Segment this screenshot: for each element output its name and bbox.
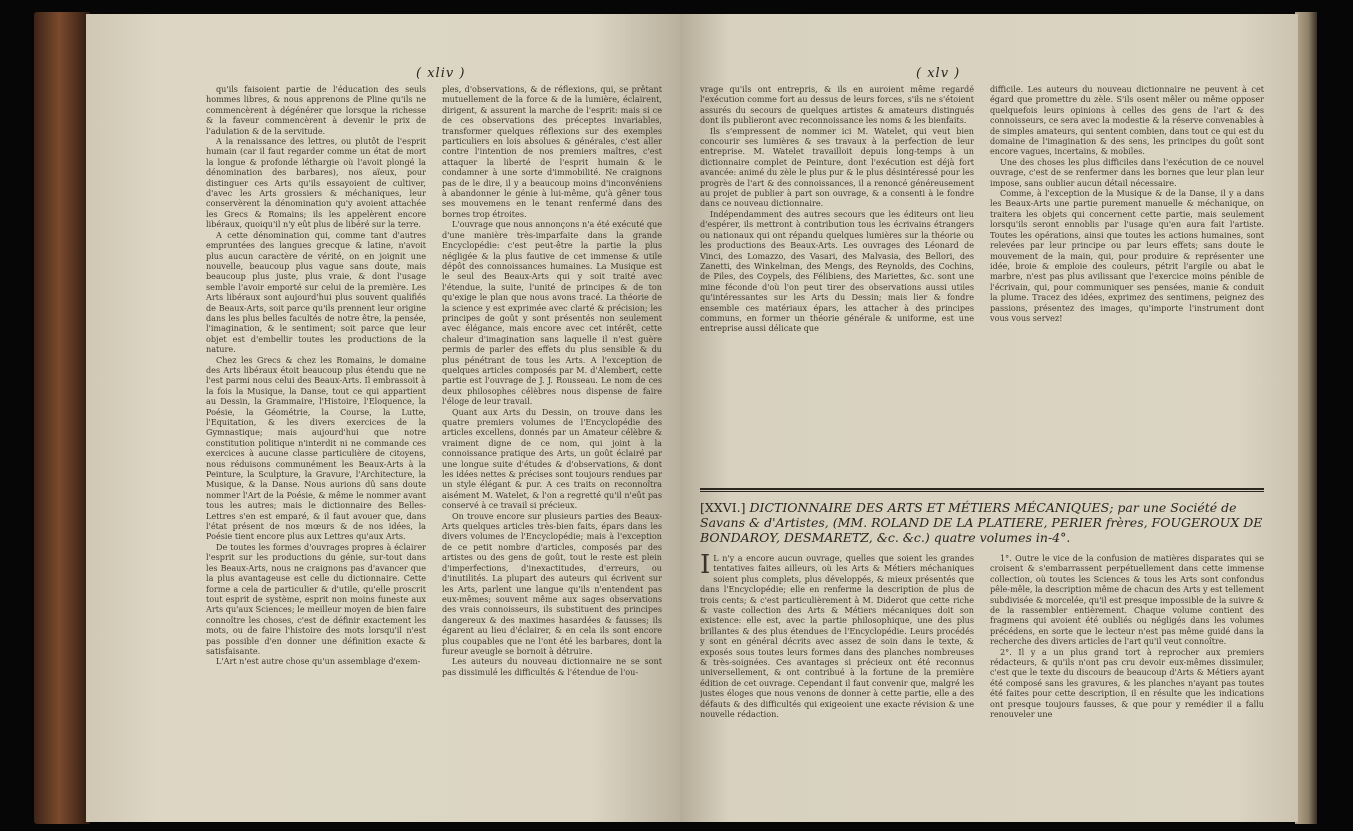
left-page-column-1 <box>206 84 426 677</box>
drop-cap: I <box>700 553 711 580</box>
paragraph: L'Art n'est autre chose qu'un assemblage d'exem- <box>216 656 421 667</box>
paragraph: Les auteurs du nouveau dictionnaire ne se sont pas dissimulé les difficultés & l'étendue de l'ou- <box>442 656 662 677</box>
paragraph: difficile. Les auteurs du nouveau dictionnaire ne peuvent à cet égard que promettre du zèle. S'ils osent mêler ou même opposer quelquefois leurs opinions à celles des gens de l'art & des connoisseurs, ce sera avec la modestie & la réserve convenables à de simples amateurs, qui sentent combien, dans tout ce qui est du domaine de l'imagination & des sens, les principes du goût sont encore vagues, incertains, & mobiles. <box>990 84 1264 157</box>
paragraph: Ils s'empressent de nommer ici M. Watelet, qui veut bien concourir ses lumières & ses travaux à la perfection de leur entreprise. M. Watelet travailloit depuis long-temps à un dictionnaire complet de Peinture, dont l'exécution est déjà fort avancée: animé du zèle le plus pur & le plus désintéressé pour les progrès de l'art & des connoissances, il a renoncé généreusement au projet de publier à part son ouvrage, & a consenti à le fondre dans ce nouveau dictionnaire. <box>700 125 974 209</box>
paragraph: qu'ils faisoient partie de l'éducation des seuls hommes libres, & nous apprenons de Pline qu'ils ne commencèrent à dégénérer que lorsque la richesse & la faveur commencèrent à devenir le prix de l'adulation & de la servitude. <box>206 84 426 136</box>
left-page-column-2 <box>442 84 662 677</box>
paragraph: vrage qu'ils ont entrepris, & ils en auroient même regardé l'exécution comme fort au dessus de leurs forces, s'ils ne s'étoient assurés du secours de quelques artistes & amateurs distingués dont ils publieront avec reconnoissance les noms & les bienfaits. <box>700 84 974 126</box>
article-heading <box>700 500 1264 545</box>
page-number-left: ( xliv ) <box>416 66 466 81</box>
article-column-2 <box>990 553 1264 720</box>
book-edge-right <box>1295 12 1317 824</box>
paragraph: L'ouvrage que nous annonçons n'a été exécuté que d'une manière très-imparfaite dans la grande Encyclopédie: c'est peut-être la partie la plus négligée & la plus fautive de cet immense & utile dépôt des connoissances humaines. La Musique est le seul des Beaux-Arts qui y soit traité avec l'étendue, la suite, l'unité de principes & de ton qu'exige le plan que nous avons tracé. La théorie de la science y est exprimée avec clarté & précision; les principes de goût y sont présentés non seulement avec élégance, mais encore avec cet intérêt, cette chaleur d'imagination sans laquelle il n'est guère permis de parler des effets du plus sensible & du plus pénétrant de tous les Arts. A l'exception de quelques articles composés par M. d'Alembert, cette partie est l'ouvrage de J. J. Rousseau. Le nom de ces deux philosophes célèbres nous dispense de faire l'éloge de leur travail. <box>442 219 662 407</box>
left-page <box>86 14 680 822</box>
right-page-column-1 <box>700 84 974 482</box>
paragraph <box>700 553 974 720</box>
article-text: L n'y a encore aucun ouvrage, quelles que soient les grandes tentatives faites ailleurs, où les Arts & Métiers méchaniques soient plus complets, plus développés, & mieux présentés que dans l'Encyclopédie; elle en renferme la description de plus de trois cents; & c'est particulièrement à M. Diderot que cette riche & vaste collection des Arts & Métiers mécaniques doit son existence: elle est, avec la partie philosophique, une des plus brillantes & des plus étendues de l'Encyclopédie. Leurs procédés y sont en général décrits avec assez de soin dans le texte, & exposés sous toutes leurs formes dans des planches nombreuses & très-soignées. Ces avantages si précieux ont été reconnus universellement, & ont contribué à la fortune de la première édition de cet ouvrage. Cependant il faut convenir que, malgré les justes éloges que nous venons de donner à cette partie, elle a des défauts & des difficultés qui exigeoient une exacte révision & une nouvelle rédaction. <box>700 553 974 720</box>
paragraph: A cette dénomination qui, comme tant d'autres empruntées des langues grecque & latine, n'avoit plus aucun caractère de vérité, on en joignit une nouvelle, beaucoup plus vague sans doute, mais beaucoup plus juste, plus vraie, & dont l'usage semble l'avoir emporté sur celui de la première. Les Arts libéraux sont aujourd'hui plus souvent qualifiés de Beaux-Arts, soit parce qu'ils prennent leur origine dans les plus belles facultés de notre être, la pensée, l'imagination, & le sentiment; soit parce que leur objet est d'embellir toutes les productions de la nature. <box>206 229 426 355</box>
right-page <box>680 14 1298 822</box>
paragraph: Quant aux Arts du Dessin, on trouve dans les quatre premiers volumes de l'Encyclopédie des articles excellens, donnés par un Amateur célèbre & vraiment digne de ce nom, qui joint à la connoissance pratique des Arts, un goût éclairé par une longue suite d'études & d'observations, & dont les idées nettes & précises sont toujours rendues par un style élégant & pur. A ces traits on reconnoîtra aisément M. Watelet, & l'on a regretté qu'il n'eût pas conservé à ce travail si précieux. <box>442 406 662 511</box>
paragraph: Chez les Grecs & chez les Romains, le domaine des Arts libéraux étoit beaucoup plus étendu que ne l'est parmi nous celui des Beaux-Arts. Il embrassoit à la fois la Musique, la Danse, tout ce qui appartient au Dessin, la Grammaire, l'Histoire, l'Eloquence, la Poésie, la Géométrie, la Course, la Lutte, l'Equitation, & les divers exercices de la Gymnastique; mais aujourd'hui que notre constitution politique n'interdit ni ne commande ces exercices à aucune classe particulière de citoyens, nous réduisons communément les Beaux-Arts à la Peinture, la Sculpture, la Gravure, l'Architecture, la Musique, & la Danse. Nous aurions dû sans doute nommer l'Art de la Poésie, & même le nommer avant tous les autres; mais le dictionnaire des Belles-Lettres s'en est emparé, & il faut avouer que, dans l'état présent de nos mœurs & de nos idées, la Poésie tient encore plus aux Lettres qu'aux Arts. <box>206 354 426 542</box>
paragraph: On trouve encore sur plusieurs parties des Beaux-Arts quelques articles très-bien faits, épars dans les divers volumes de l'Encyclopédie; mais à l'exception de ce petit nombre d'articles, composés par des artistes ou des gens de goût, tout le reste est plein d'imperfections, d'inexactitudes, d'erreurs, ou d'inutilités. La plupart des auteurs qui écrivent sur les Arts, parlent une langue qu'ils n'entendent pas eux-mêmes; souvent même aux sages observations des vrais connoisseurs, ils substituent des principes dangereux & des maximes hasardées & fausses; ils égarent au lieu d'éclairer, & en cela ils sont encore plus coupables que ne l'ont été les barbares, dont la fureur aveugle se bornoit à détruire. <box>442 510 662 656</box>
paragraph: ples, d'observations, & de réflexions, qui, se prêtant mutuellement de la force & de la lumière, éclairent, dirigent, & assurent la marche de l'esprit: mais si ce de ces observations des préceptes invariables, transformer quelques réflexions sur des exemples particuliers en lois absolues & générales, c'est aller contre l'intention de nos premiers maîtres, c'est attaquer la liberté de l'esprit humain & le condamner à une sorte d'immobilité. Ne craignons pas de le dire, il y a beaucoup moins d'inconvéniens à abandonner le génie à lui-même, qu'à gêner tous ses mouvemens en le tenant renfermé dans des bornes trop étroites. <box>442 84 662 219</box>
paragraph: Une des choses les plus difficiles dans l'exécution de ce nouvel ouvrage, c'est de se renfermer dans les bornes que leur plan leur impose, sans oublier aucun détail nécessaire. <box>990 156 1264 188</box>
article-title: DICTIONNAIRE DES ARTS ET MÉTIERS MÉCANIQUES; par une Société de Savans & d'Artistes, (MM. ROLAND DE LA PLATIERE, PERIER frères, FOUGEROUX DE BONDAROY, DESMARETZ, &c. &c.) quatre volumes in-4°. <box>700 500 1263 545</box>
paragraph: 1°. Outre le vice de la confusion de matières disparates qui se croisent & s'embarrassent perpétuellement dans cette immense collection, où toutes les Sciences & tous les Arts sont confondus pêle-mêle, la description même de chacun des Arts y est tellement subdivisée & morcelée, qu'il est presque impossible de la suivre & de la rassembler entièrement. Chaque volume contient des fragmens qui avoient été oubliés ou négligés dans les volumes précédens, en sorte que le lecteur n'est pas même guidé dans la recherche des divers articles de l'art qu'il veut connoître. <box>990 553 1264 647</box>
paragraph: Indépendamment des autres secours que les éditeurs ont lieu d'espérer, ils mettront à contribution tous les écrivains étrangers ou nationaux qui ont répandu quelques lumières sur la théorie ou les productions des Beaux-Arts. Les ouvrages des Léonard de Vinci, des Lomazzo, des Vasari, des Malvasia, des Bellori, des Zanetti, des Winkelman, des Mengs, des Reynolds, des Cochins, de Piles, des Coypels, des Félibiens, des Mariettes, &c. sont une mine féconde d'où l'on peut tirer des observations aussi utiles qu'intéressantes sur les Arts du Dessin; mais lier & fondre ensemble ces matériaux épars, les attacher à des principes communs, en former un théorie générale & uniforme, est une entreprise aussi délicate que <box>700 208 974 334</box>
article-reference: [XXVI.] <box>700 500 746 515</box>
paragraph: De toutes les formes d'ouvrages propres à éclairer l'esprit sur les productions du génie, sur-tout dans les Beaux-Arts, nous ne craignons pas d'avancer que la plus avantageuse est celle du dictionnaire. Cette forme a cela de particulier & d'utile, qu'elle proscrit tout esprit de système, esprit non moins funeste aux Arts qu'aux Sciences; le meilleur moyen de bien faire connoître les choses, c'est de définir exactement les mots, ou de faire l'histoire des mots lorsqu'il n'est pas possible d'en donner une définition exacte & satisfaisante. <box>206 541 426 656</box>
paragraph: 2°. Il y a un plus grand tort à reprocher aux premiers rédacteurs, & qu'ils n'ont pas cru devoir eux-mêmes dissimuler, c'est que le texte du discours de beaucoup d'Arts & Métiers ayant été composé sans les gravures, & les planches n'ayant pas toutes été faites pour cette description, il en résulte que les indications ont presque toujours fausses, & que pour y remédier il a fallu renouveler une <box>990 646 1264 720</box>
paragraph: A la renaissance des lettres, ou plutôt de l'esprit humain (car il faut regarder comme un état de mort la longue & profonde léthargie où l'avoit plongé la dénomination des barbares), nos aïeux, pour distinguer ces Arts qu'ils essayoient de cultiver, d'avec les Arts grossiers & méchaniques, leur conservèrent la dénomination qu'y avoient attachée les Grecs & Romains; ils les appelèrent encore libéraux, quoiqu'il n'y eût plus de libéré sur la terre. <box>206 136 426 230</box>
right-page-column-2 <box>990 84 1264 482</box>
article-column-1 <box>700 553 974 720</box>
section-divider <box>700 488 1264 492</box>
page-number-right: ( xlv ) <box>916 66 961 81</box>
book-cover-left <box>34 12 90 824</box>
paragraph: Comme, à l'exception de la Musique & de la Danse, il y a dans les Beaux-Arts une partie purement manuelle & méchanique, on traitera les objets qui concernent cette partie, mais seulement lorsqu'ils seront ennoblis par l'usage qu'en aura fait l'artiste. Toutes les opérations, ainsi que toutes les actions humaines, sont relevées par leur principe ou par leurs effets; sans doute le mouvement de la main, qui, pour produire & représenter une idée, broie & emploie des couleurs, pétrit l'argile ou abat le marbre, n'est pas plus avilissant que l'exercice moins pénible de l'écrivain, qui, pour communiquer ses pensées, manie & conduit la plume. Tracez des idées, exprimez des sentimens, peignez des passions, présentez des images, qu'importe l'instrument dont vous vous servez! <box>990 188 1264 323</box>
